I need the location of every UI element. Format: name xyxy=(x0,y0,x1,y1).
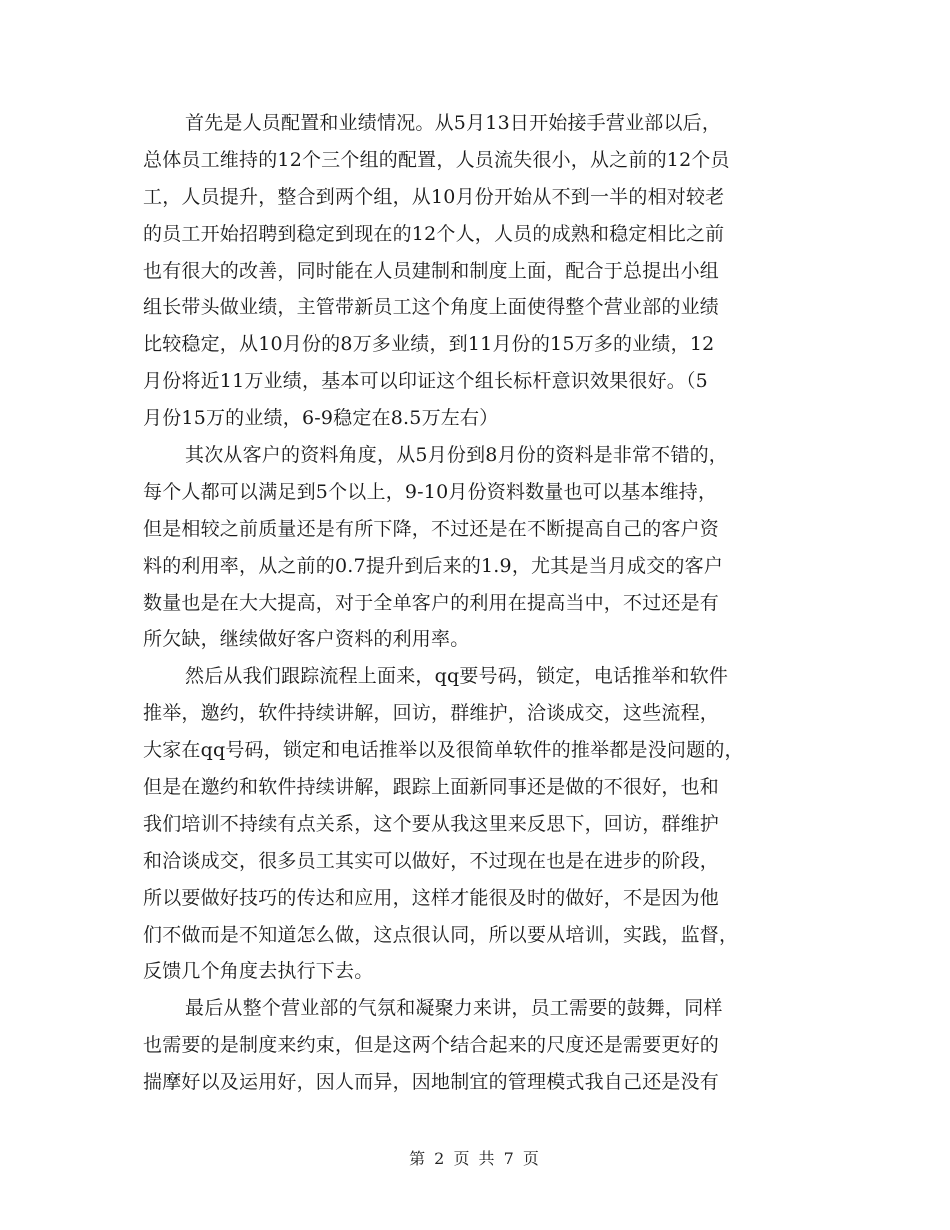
text-line: 大家在qq号码，锁定和电话推举以及很简单软件的推举都是没问题的， xyxy=(143,739,744,762)
text-line: 料的利用率，从之前的0.7提升到后来的1.9，尤其是当月成交的客户 xyxy=(143,554,724,577)
text-line: 其次从客户的资料角度，从5月份到8月份的资料是非常不错的， xyxy=(185,444,728,467)
text-line: 所欠缺，继续做好客户资料的利用率。 xyxy=(143,628,470,651)
text-line: 但是在邀约和软件持续讲解，跟踪上面新同事还是做的不很好，也和 xyxy=(143,776,720,799)
text-line: 们不做而是不知道怎么做，这点很认同，所以要从培训，实践，监督， xyxy=(143,923,739,946)
text-line: 然后从我们跟踪流程上面来，qq要号码，锁定，电话推举和软件 xyxy=(185,665,729,688)
text-line: 工，人员提升，整合到两个组，从10月份开始从不到一半的相对较老 xyxy=(143,185,725,208)
text-line: 所以要做好技巧的传达和应用，这样才能很及时的做好，不是因为他 xyxy=(143,886,720,909)
text-line: 的员工开始招聘到稳定到现在的12个人，人员的成熟和稳定相比之前 xyxy=(143,222,725,245)
text-line: 组长带头做业绩，主管带新员工这个角度上面使得整个营业部的业绩 xyxy=(143,296,720,319)
text-line: 反馈几个角度去执行下去。 xyxy=(143,960,374,983)
text-line: 也有很大的改善，同时能在人员建制和制度上面，配合于总提出小组 xyxy=(143,259,720,282)
text-line: 比较稳定，从10月份的8万多业绩，到11月份的15万多的业绩，12 xyxy=(143,333,715,356)
text-line: 月份15万的业绩，6-9稳定在8.5万左右） xyxy=(143,407,499,430)
text-line: 最后从整个营业部的气氛和凝聚力来讲，员工需要的鼓舞，同样 xyxy=(185,997,723,1020)
text-line: 揣摩好以及运用好，因人而异，因地制宜的管理模式我自己还是没有 xyxy=(143,1071,720,1094)
text-line: 总体员工维持的12个三个组的配置，人员流失很小，从之前的12个员 xyxy=(143,148,730,171)
text-line: 但是相较之前质量还是有所下降，不过还是在不断提高自己的客户资 xyxy=(143,517,720,540)
text-line: 我们培训不持续有点关系，这个要从我这里来反思下，回访，群维护 xyxy=(143,812,720,835)
body-text xyxy=(143,105,823,1101)
text-line: 和洽谈成交，很多员工其实可以做好，不过现在也是在进步的阶段， xyxy=(143,849,720,872)
page-footer: 第 2 页 共 7 页 xyxy=(409,1149,541,1168)
text-line: 首先是人员配置和业绩情况。从5月13日开始接手营业部以后， xyxy=(185,112,722,134)
text-line: 推举，邀约，软件持续讲解，回访，群维护，洽谈成交，这些流程， xyxy=(143,702,720,725)
text-line: 每个人都可以满足到5个以上，9-10月份资料数量也可以基本维持， xyxy=(143,480,718,503)
text-line: 数量也是在大大提高，对于全单客户的利用在提高当中，不过还是有 xyxy=(143,591,720,614)
text-line: 也需要的是制度来约束，但是这两个结合起来的尺度还是需要更好的 xyxy=(143,1034,720,1057)
text-line: 月份将近11万业绩，基本可以印证这个组长标杆意识效果很好。（5 xyxy=(143,370,708,393)
